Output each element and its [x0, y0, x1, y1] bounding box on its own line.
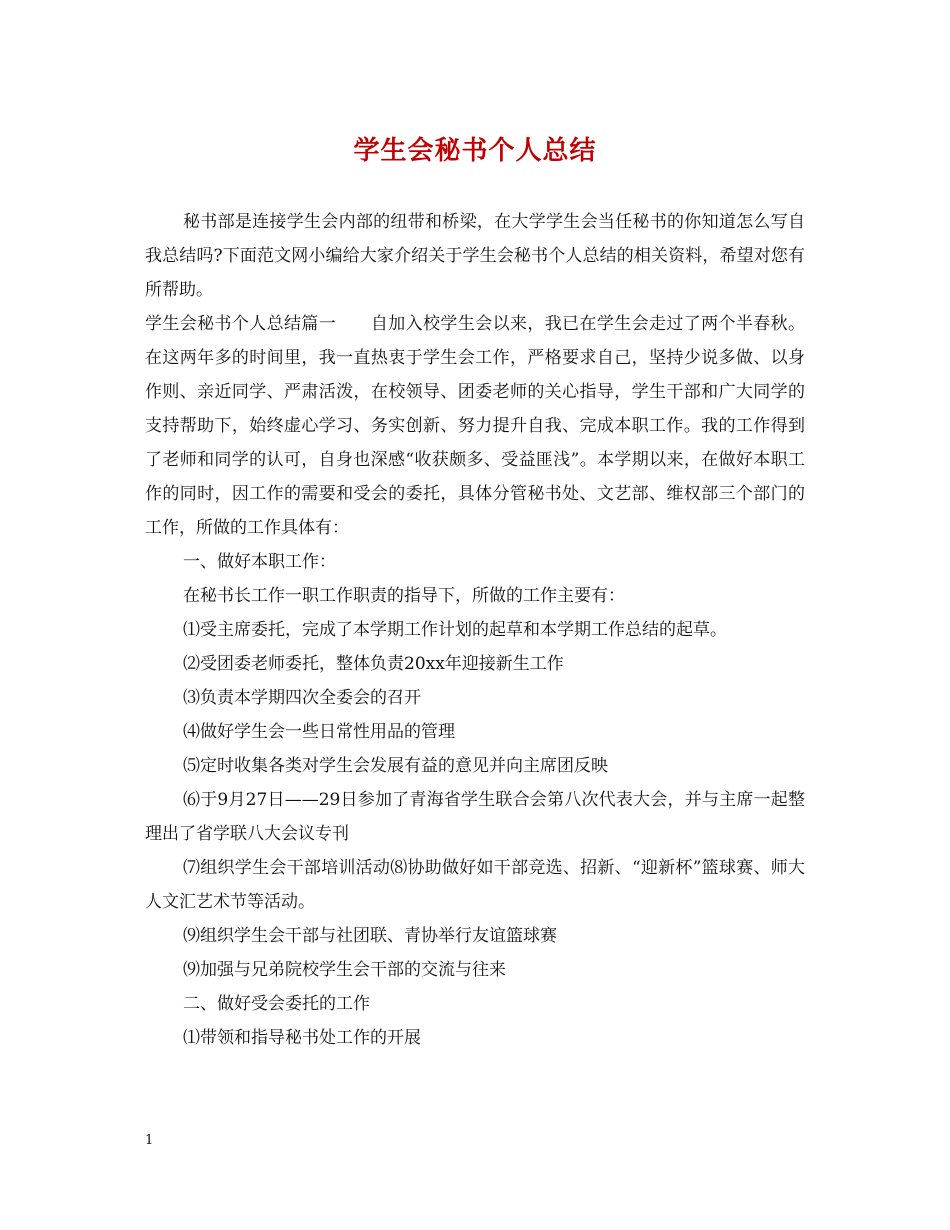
list-item: ⑹于9月27日——29日参加了青海省学生联合会第八次代表大会，并与主席一起整理出了省学联八大会议专刊: [145, 790, 805, 844]
document-body: [145, 205, 805, 1055]
heading-entrusted-work: 二、做好受会委托的工作: [183, 994, 370, 1014]
list-item: ⑷做好学生会一些日常性用品的管理: [183, 722, 455, 742]
paragraph-duty-intro: 在秘书长工作一职工作职责的指导下，所做的工作主要有：: [183, 586, 625, 606]
list-item: ⑼组织学生会干部与社团联、青协举行友谊篮球赛: [183, 926, 557, 946]
list-item: ⑺组织学生会干部培训活动⑻协助做好如干部竞选、招新、“迎新杯”篮球赛、师大人文汇艺术节等活动。: [145, 858, 805, 912]
list-item: ⑼加强与兄弟院校学生会干部的交流与往来: [183, 960, 506, 980]
list-item: ⑴受主席委托，完成了本学期工作计划的起草和本学期工作总结的起草。: [183, 620, 727, 640]
document-title: 学生会秘书个人总结: [353, 136, 597, 166]
list-item: ⑶负责本学期四次全委会的召开: [183, 688, 421, 708]
page-number: 1: [145, 1133, 154, 1148]
heading-duty-work: 一、做好本职工作：: [183, 552, 336, 572]
list-item: ⑵受团委老师委托，整体负责20xx年迎接新生工作: [183, 654, 564, 674]
list-item: ⑸定时收集各类对学生会发展有益的意见并向主席团反映: [183, 756, 608, 776]
list-item: ⑴带领和指导秘书处工作的开展: [183, 1028, 421, 1048]
paragraph-section-one: 学生会秘书个人总结篇一 自加入校学生会以来，我已在学生会走过了两个半春秋。在这两年多的时间里，我一直热衷于学生会工作，严格要求自己，坚持少说多做、以身作则、亲近同学、严肃活泼，在校领导、团委老师的关心指导，学生干部和广大同学的支持帮助下，始终虚心学习、务实创新、努力提升自我、完成本职工作。我的工作得到了老师和同学的认可，自身也深感“收获颇多、受益匪浅”。本学期以来，在做好本职工作的同时，因工作的需要和受会的委托，具体分管秘书处、文艺部、维权部三个部门的工作，所做的工作具体有：: [145, 314, 805, 538]
paragraph-intro: 秘书部是连接学生会内部的纽带和桥梁，在大学学生会当任秘书的你知道怎么写自我总结吗?下面范文网小编给大家介绍关于学生会秘书个人总结的相关资料，希望对您有所帮助。: [145, 212, 805, 300]
